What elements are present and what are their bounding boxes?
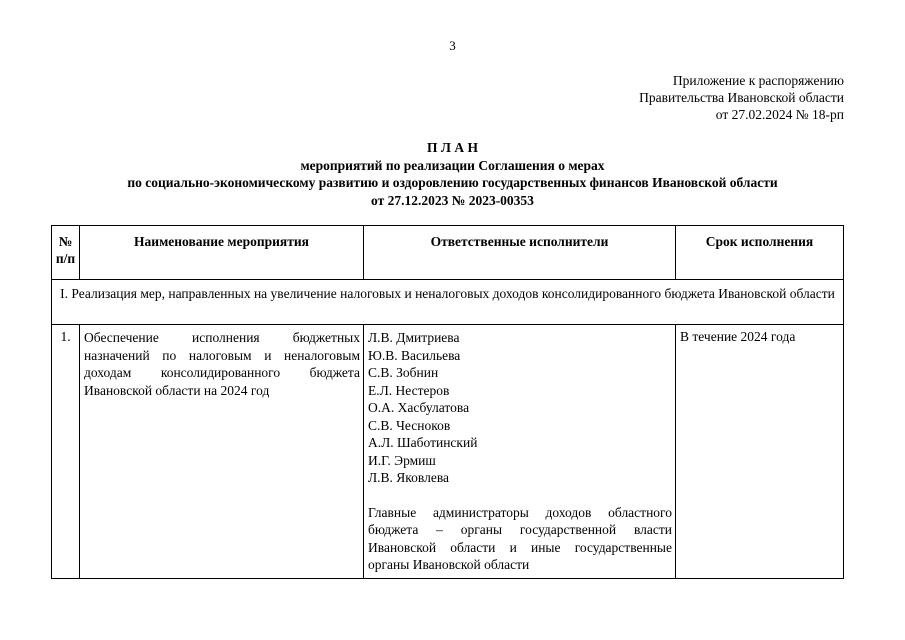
header-name: Наименование мероприятия bbox=[80, 226, 364, 280]
plan-table bbox=[51, 225, 844, 579]
header-deadline: Срок исполнения bbox=[676, 226, 844, 280]
table-row bbox=[52, 325, 844, 579]
executor-item: О.А. Хасбулатова bbox=[368, 400, 470, 415]
executor-item: Ю.В. Васильева bbox=[368, 347, 461, 363]
appendix-line-2: Правительства Ивановской области bbox=[639, 90, 844, 105]
document-title bbox=[0, 139, 905, 209]
executors-note: Главные администраторы доходов областного бюджета – органы государственной власти Ивановской области и иные государственные органы Ивановской области bbox=[368, 504, 672, 572]
executor-item: Л.В. Дмитриева bbox=[368, 330, 460, 345]
title-line-3: по социально-экономическому развитию и оздоровлению государственных финансов Ивановской области bbox=[127, 175, 778, 190]
header-num: № п/п bbox=[52, 226, 80, 280]
appendix-line-3: от 27.02.2024 № 18-рп bbox=[715, 107, 844, 122]
executor-item: С.В. Чесноков bbox=[368, 417, 451, 433]
executor-item: Е.Л. Нестеров bbox=[368, 382, 450, 398]
executor-item: И.Г. Эрмиш bbox=[368, 452, 436, 468]
table-header-row bbox=[52, 226, 844, 280]
title-line-1: П Л А Н bbox=[427, 140, 478, 155]
title-line-4: от 27.12.2023 № 2023-00353 bbox=[371, 192, 534, 208]
appendix-line-1: Приложение к распоряжению bbox=[672, 73, 844, 88]
section-row bbox=[52, 280, 844, 325]
row-number: 1. bbox=[52, 325, 80, 579]
appendix-reference bbox=[639, 72, 844, 123]
deadline: В течение 2024 года bbox=[676, 325, 844, 579]
executor-item: С.В. Зобнин bbox=[368, 365, 439, 380]
activity-name: Обеспечение исполнения бюджетных назначений по налоговым и неналоговым доходам консолидированного бюджета Ивановской области на 2024 год bbox=[80, 325, 364, 579]
executor-item: Л.В. Яковлева bbox=[368, 470, 450, 485]
page-number: 3 bbox=[449, 38, 456, 53]
title-line-2: мероприятий по реализации Соглашения о мерах bbox=[300, 157, 605, 173]
header-executors: Ответственные исполнители bbox=[364, 226, 676, 280]
executors-list bbox=[368, 329, 672, 487]
executor-item: А.Л. Шаботинский bbox=[368, 435, 478, 450]
executors-cell bbox=[364, 325, 676, 579]
section-title: I. Реализация мер, направленных на увеличение налоговых и неналоговых доходов консолидированного бюджета Ивановской области bbox=[52, 280, 844, 325]
